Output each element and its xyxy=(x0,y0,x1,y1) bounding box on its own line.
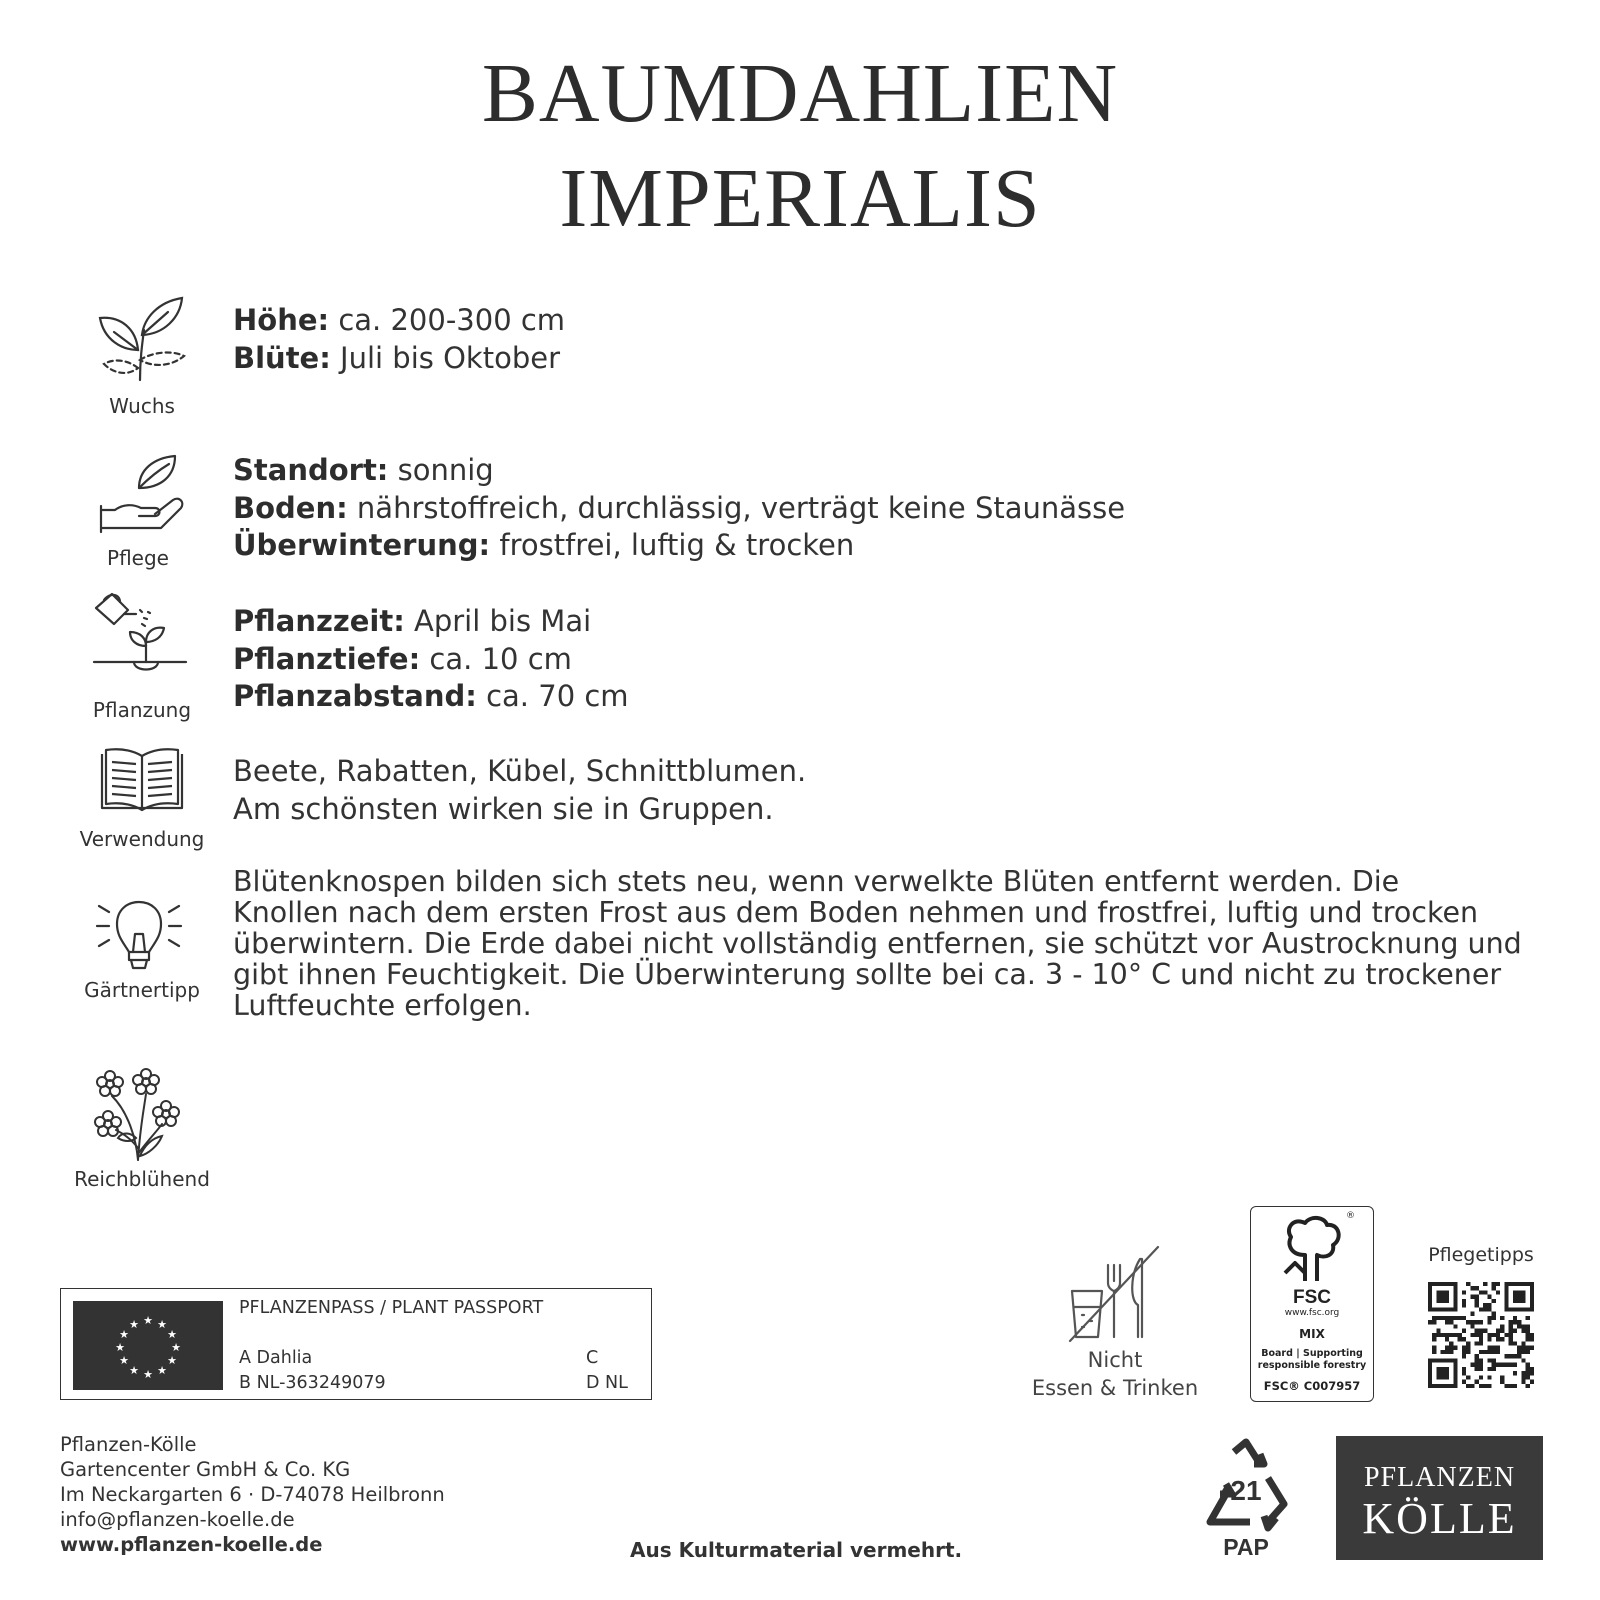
company-address xyxy=(60,1432,445,1557)
eu-flag-icon xyxy=(73,1301,223,1390)
label-pflege: Pflege xyxy=(107,546,169,570)
svg-text:★: ★ xyxy=(167,1328,177,1341)
pflanzzeit-value: April bis Mai xyxy=(404,604,592,638)
label-pflanzung: Pflanzung xyxy=(92,698,192,722)
ueberwinterung-label: Überwinterung: xyxy=(233,528,491,562)
pflanzabstand-label: Pflanzabstand: xyxy=(233,679,477,713)
address-email[interactable]: info@pflanzen-koelle.de xyxy=(60,1508,295,1531)
title-line-1: BAUMDAHLIEN xyxy=(481,47,1119,140)
verwendung-line-2: Am schönsten wirken sie in Gruppen. xyxy=(233,791,774,826)
svg-text:★: ★ xyxy=(157,1364,167,1377)
label-gaertnertipp: Gärtnertipp xyxy=(84,978,200,1002)
label-verwendung: Verwendung xyxy=(79,827,205,851)
label-wuchs: Wuchs xyxy=(109,394,175,418)
verwendung-line-1: Beete, Rabatten, Kübel, Schnittblumen. xyxy=(233,754,807,788)
fsc-desc-1: Board | Supporting xyxy=(1261,1348,1363,1359)
svg-text:★: ★ xyxy=(129,1318,139,1331)
fsc-tree-icon: ® xyxy=(1281,1215,1347,1285)
no-food-drink-icon xyxy=(1068,1245,1160,1343)
passport-d: D NL xyxy=(586,1373,628,1393)
passport-header: PFLANZENPASS / PLANT PASSPORT xyxy=(239,1298,544,1318)
svg-text:★: ★ xyxy=(129,1364,139,1377)
passport-b: B NL-363249079 xyxy=(239,1373,386,1393)
svg-text:★: ★ xyxy=(143,1314,153,1327)
hoehe-label: Höhe: xyxy=(233,303,330,337)
pflanzabstand-value: ca. 70 cm xyxy=(476,679,629,713)
svg-text:★: ★ xyxy=(157,1318,167,1331)
flowers-icon xyxy=(92,1068,184,1162)
tip-line-1: Blütenknospen bilden sich stets neu, wenn verwelkte Blüten entfernt werden. Die xyxy=(233,865,1400,898)
passport-a: A Dahlia xyxy=(239,1348,313,1368)
watering-can-icon xyxy=(90,590,190,690)
plant-passport xyxy=(60,1288,652,1400)
bluete-value: Juli bis Oktober xyxy=(330,340,561,375)
pflege-info xyxy=(233,452,1125,565)
ueberwinterung-value: frostfrei, luftig & trocken xyxy=(490,528,855,562)
svg-text:★: ★ xyxy=(119,1328,129,1341)
hand-leaf-icon xyxy=(95,452,195,552)
pflanzung-info xyxy=(233,603,629,716)
bluete-label: Blüte: xyxy=(233,340,331,375)
tip-line-5: Luftfeuchte erfolgen. xyxy=(233,989,532,1022)
qr-code[interactable] xyxy=(1428,1282,1534,1388)
address-website[interactable]: www.pflanzen-koelle.de xyxy=(60,1533,323,1556)
plant-growth-icon xyxy=(92,290,192,390)
standort-value: sonnig xyxy=(388,453,494,487)
svg-text:★: ★ xyxy=(143,1368,153,1381)
pflanzen-koelle-logo xyxy=(1336,1436,1543,1560)
logo-line-2: KÖLLE xyxy=(1362,1494,1517,1543)
passport-c: C xyxy=(586,1348,599,1368)
address-line-1: Pflanzen-Kölle xyxy=(60,1433,197,1456)
fsc-desc-2: responsible forestry xyxy=(1257,1360,1367,1371)
svg-text:★: ★ xyxy=(171,1341,181,1354)
verwendung-info xyxy=(233,753,806,828)
wuchs-info xyxy=(233,302,565,377)
fsc-name: FSC xyxy=(1293,1287,1331,1308)
fsc-mix: MIX xyxy=(1299,1327,1325,1341)
nicht-line-2: Essen & Trinken xyxy=(1031,1376,1199,1400)
tip-line-4: gibt ihnen Feuchtigkeit. Die Überwinterung sollte bei ca. 3 - 10° C und nicht zu trockener xyxy=(233,958,1502,991)
svg-text:★: ★ xyxy=(115,1341,125,1354)
book-icon xyxy=(100,748,184,816)
recycling-icon xyxy=(1198,1438,1294,1562)
title-line-2: IMPERIALIS xyxy=(559,152,1041,245)
fsc-code: FSC® C007957 xyxy=(1263,1379,1361,1393)
nicht-essen-text xyxy=(1030,1346,1200,1402)
qr-label: Pflegetipps xyxy=(1428,1244,1534,1266)
tip-line-3: überwintern. Die Erde dabei nicht vollständig entfernen, sie schützt vor Austrocknung und xyxy=(233,927,1522,960)
pflanzzeit-label: Pflanzzeit: xyxy=(233,604,405,638)
boden-value: nährstoffreich, durchlässig, verträgt keine Staunässe xyxy=(347,490,1126,525)
lightbulb-icon xyxy=(93,896,185,976)
pflanztiefe-label: Pflanztiefe: xyxy=(233,641,421,676)
recycle-number: 21 xyxy=(1230,1475,1262,1506)
standort-label: Standort: xyxy=(233,453,389,487)
logo-line-1: PFLANZEN xyxy=(1363,1462,1516,1493)
address-line-2: Gartencenter GmbH & Co. KG xyxy=(60,1458,351,1481)
svg-text:★: ★ xyxy=(119,1354,129,1367)
boden-label: Boden: xyxy=(233,490,348,525)
hoehe-value: ca. 200-300 cm xyxy=(329,303,566,337)
address-line-3: Im Neckargarten 6 · D-74078 Heilbronn xyxy=(60,1483,445,1506)
svg-text:★: ★ xyxy=(167,1354,177,1367)
label-reichbluehend: Reichblühend xyxy=(74,1167,210,1191)
nicht-line-1: Nicht xyxy=(1087,1348,1143,1372)
fsc-badge xyxy=(1250,1206,1374,1402)
tip-line-2: Knollen nach dem ersten Frost aus dem Boden nehmen und frostfrei, luftig und trocken xyxy=(233,896,1479,929)
gaertnertipp-text xyxy=(233,866,1578,1021)
fsc-url: www.fsc.org xyxy=(1284,1308,1340,1318)
kulturmaterial-note: Aus Kulturmaterial vermehrt. xyxy=(630,1538,963,1562)
recycle-code: PAP xyxy=(1223,1534,1269,1560)
pflanztiefe-value: ca. 10 cm xyxy=(420,641,572,676)
